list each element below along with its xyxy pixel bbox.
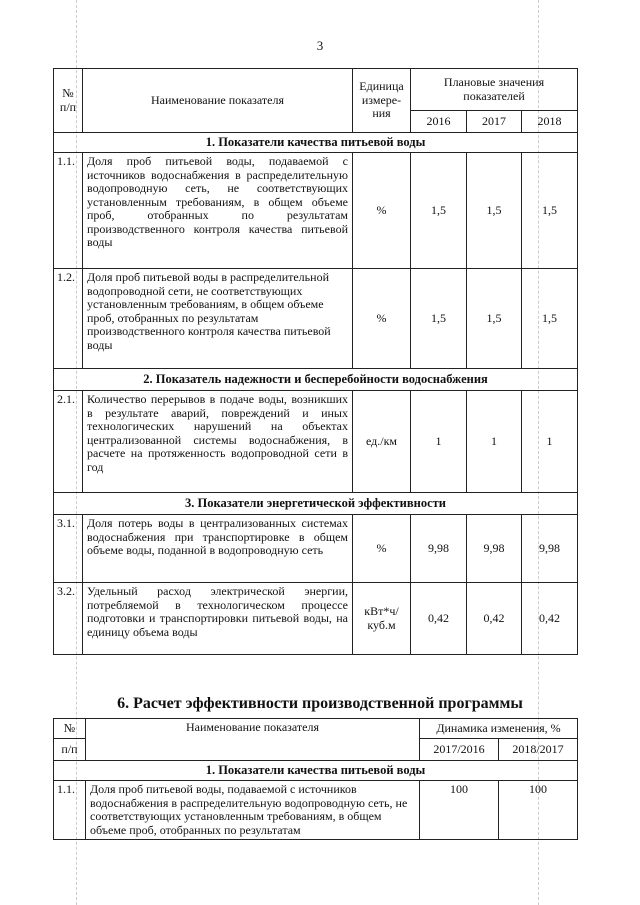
row-name: Доля проб питьевой воды, подаваемой с источников водоснабжения в распределительную водопроводную сеть, не соответствующих установленным требованиям, в общем объеме проб, отобранных по результатам: [86, 781, 420, 840]
row-unit: %: [353, 269, 411, 369]
row-unit: кВт*ч/ куб.м: [353, 583, 411, 655]
table-row: [54, 515, 578, 583]
row-num: 1.1.: [54, 153, 83, 269]
row-value: 1,5: [411, 269, 467, 369]
row-unit: %: [353, 153, 411, 269]
table-row: [54, 391, 578, 493]
header-name: Наименование показателя: [83, 69, 353, 133]
header-planned: Плановые значения показателей: [411, 69, 578, 111]
row-name: Доля проб питьевой воды, подаваемой с источников водоснабжения в распределительную водопроводную сеть, не соответствующих установленным требованиям, в общем объеме проб, отобранных по результатам производственного контроля качества питьевой воды: [83, 153, 353, 269]
table-row: [54, 269, 578, 369]
section-6-title: 6. Расчет эффективности производственной программы: [117, 695, 523, 712]
header-period: 2017/2016: [420, 739, 499, 761]
table-row: [54, 781, 578, 840]
header-year: 2016: [411, 111, 467, 133]
row-num: 1.1.: [54, 781, 86, 840]
row-value: 1,5: [467, 269, 522, 369]
row-value: 0,42: [411, 583, 467, 655]
efficiency-table: [53, 718, 578, 840]
row-num: 1.2.: [54, 269, 83, 369]
row-value: 0,42: [522, 583, 578, 655]
section-heading: 1. Показатели качества питьевой воды: [54, 133, 578, 153]
section-heading: 1. Показатели качества питьевой воды: [54, 761, 578, 781]
row-value: 1: [411, 391, 467, 493]
row-name: Количество перерывов в подаче воды, возникших в результате аварий, повреждений и иных технологических нарушений на объектах централизованной системы водоснабжения, в расчете на протяженность водопроводной сети в год: [83, 391, 353, 493]
row-value: 1: [467, 391, 522, 493]
row-value: 0,42: [467, 583, 522, 655]
row-name: Доля проб питьевой воды в распределительной водопроводной сети, не соответствующих установленным требованиям, в общем объеме проб, отобранных по результатам производственного контроля качества питьевой воды: [83, 269, 353, 369]
header-num: № п/п: [54, 69, 83, 133]
header-dynamics: Динамика изменения, %: [420, 719, 578, 739]
row-name: Доля потерь воды в централизованных системах водоснабжения при транспортировке в общем объеме воды, поданной в водопроводную сеть: [83, 515, 353, 583]
header-period: 2018/2017: [499, 739, 578, 761]
header-name: Наименование показателя: [86, 719, 420, 761]
row-value: 100: [499, 781, 578, 840]
row-num: 3.2.: [54, 583, 83, 655]
table-row: [54, 153, 578, 269]
planned-indicators-table: [53, 68, 578, 655]
row-num: 3.1.: [54, 515, 83, 583]
row-value: 9,98: [411, 515, 467, 583]
header-year: 2018: [522, 111, 578, 133]
row-value: 100: [420, 781, 499, 840]
header-unit: Единица измере-ния: [353, 69, 411, 133]
section-heading: 3. Показатели энергетической эффективности: [54, 493, 578, 515]
row-value: 1,5: [522, 269, 578, 369]
table-row: [54, 583, 578, 655]
row-value: 1,5: [411, 153, 467, 269]
row-unit: ед./км: [353, 391, 411, 493]
row-value: 1: [522, 391, 578, 493]
row-num: 2.1.: [54, 391, 83, 493]
section-heading: 2. Показатель надежности и бесперебойности водоснабжения: [54, 369, 578, 391]
row-value: 1,5: [522, 153, 578, 269]
row-value: 9,98: [467, 515, 522, 583]
row-name: Удельный расход электрической энергии, потребляемой в технологическом процессе подготовки и транспортировки питьевой воды, на единицу объема воды: [83, 583, 353, 655]
header-num: №: [54, 719, 86, 739]
row-value: 9,98: [522, 515, 578, 583]
page-number: 3: [316, 38, 324, 53]
row-unit: %: [353, 515, 411, 583]
header-num: п/п: [54, 739, 86, 761]
header-year: 2017: [467, 111, 522, 133]
row-value: 1,5: [467, 153, 522, 269]
